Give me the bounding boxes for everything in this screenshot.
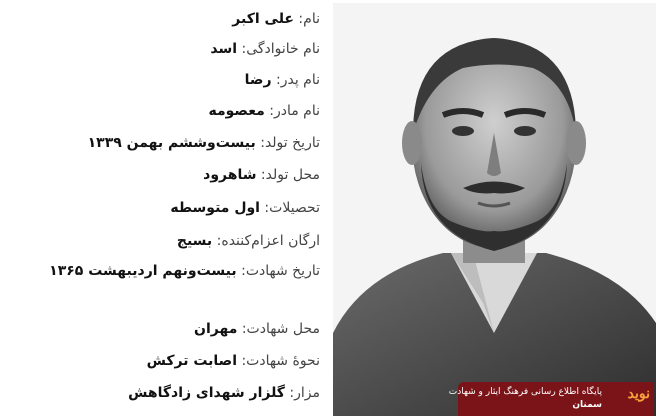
dispatching-org-value: بسیج — [176, 233, 213, 249]
watermark-line2: سمنان — [572, 400, 602, 410]
martyrdom-date-value: بیست‌ونهم اردیبهشت ۱۳۶۵ — [49, 263, 237, 279]
biography-panel — [0, 0, 328, 419]
birth-date-row: تاریخ تولد: بیست‌وششم بهمن ۱۳۳۹ — [87, 135, 320, 151]
family-name-label: نام خانوادگی — [246, 41, 320, 57]
martyrdom-manner-label: نحوهٔ شهادت — [246, 353, 320, 369]
martyrdom-date-row: تاریخ شهادت: بیست‌ونهم اردیبهشت ۱۳۶۵ — [49, 263, 320, 279]
father-name-label: نام پدر — [280, 72, 320, 88]
watermark-logo: نوید — [627, 386, 650, 402]
martyrdom-place-label: محل شهادت — [246, 321, 320, 337]
portrait-photo — [333, 3, 656, 416]
birth-place-row: محل تولد: شاهرود — [203, 167, 320, 183]
martyrdom-manner-value: اصابت ترکش — [146, 353, 237, 369]
mother-name-label: نام مادر — [273, 103, 320, 119]
burial-label: مزار — [294, 385, 320, 401]
name-value: علی اکبر — [232, 11, 294, 27]
martyrdom-manner-row: نحوهٔ شهادت: اصابت ترکش — [146, 353, 320, 369]
martyrdom-date-label: تاریخ شهادت — [245, 263, 320, 279]
martyrdom-place-row: محل شهادت: مهران — [194, 321, 320, 337]
birth-date-label: تاریخ تولد — [264, 135, 320, 151]
birth-date-value: بیست‌وششم بهمن ۱۳۳۹ — [87, 135, 256, 151]
watermark-line1: پایگاه اطلاع رسانی فرهنگ ایثار و شهادت — [448, 387, 602, 397]
name-row: نام: علی اکبر — [232, 11, 320, 27]
father-name-row: نام پدر: رضا — [244, 72, 320, 88]
portrait-illustration — [333, 3, 656, 416]
dispatching-org-label: ارگان اعزام‌کننده — [221, 233, 320, 249]
martyrdom-place-value: مهران — [194, 321, 238, 337]
burial-row: مزار: گلزار شهدای زادگاهش — [128, 385, 320, 401]
dispatching-org-row: ارگان اعزام‌کننده: بسیج — [176, 233, 320, 249]
burial-value: گلزار شهدای زادگاهش — [128, 385, 285, 401]
education-value: اول متوسطه — [170, 200, 260, 216]
education-row: تحصیلات: اول متوسطه — [170, 200, 320, 216]
father-name-value: رضا — [244, 72, 272, 88]
mother-name-row: نام مادر: معصومه — [208, 103, 320, 119]
family-name-value: اسد — [210, 41, 238, 57]
name-label: نام — [303, 11, 320, 27]
watermark-badge — [448, 382, 654, 416]
birth-place-value: شاهرود — [203, 167, 257, 183]
education-label: تحصیلات — [269, 200, 320, 216]
mother-name-value: معصومه — [208, 103, 265, 119]
birth-place-label: محل تولد — [265, 167, 320, 183]
family-name-row: نام خانوادگی: اسد — [210, 41, 320, 57]
